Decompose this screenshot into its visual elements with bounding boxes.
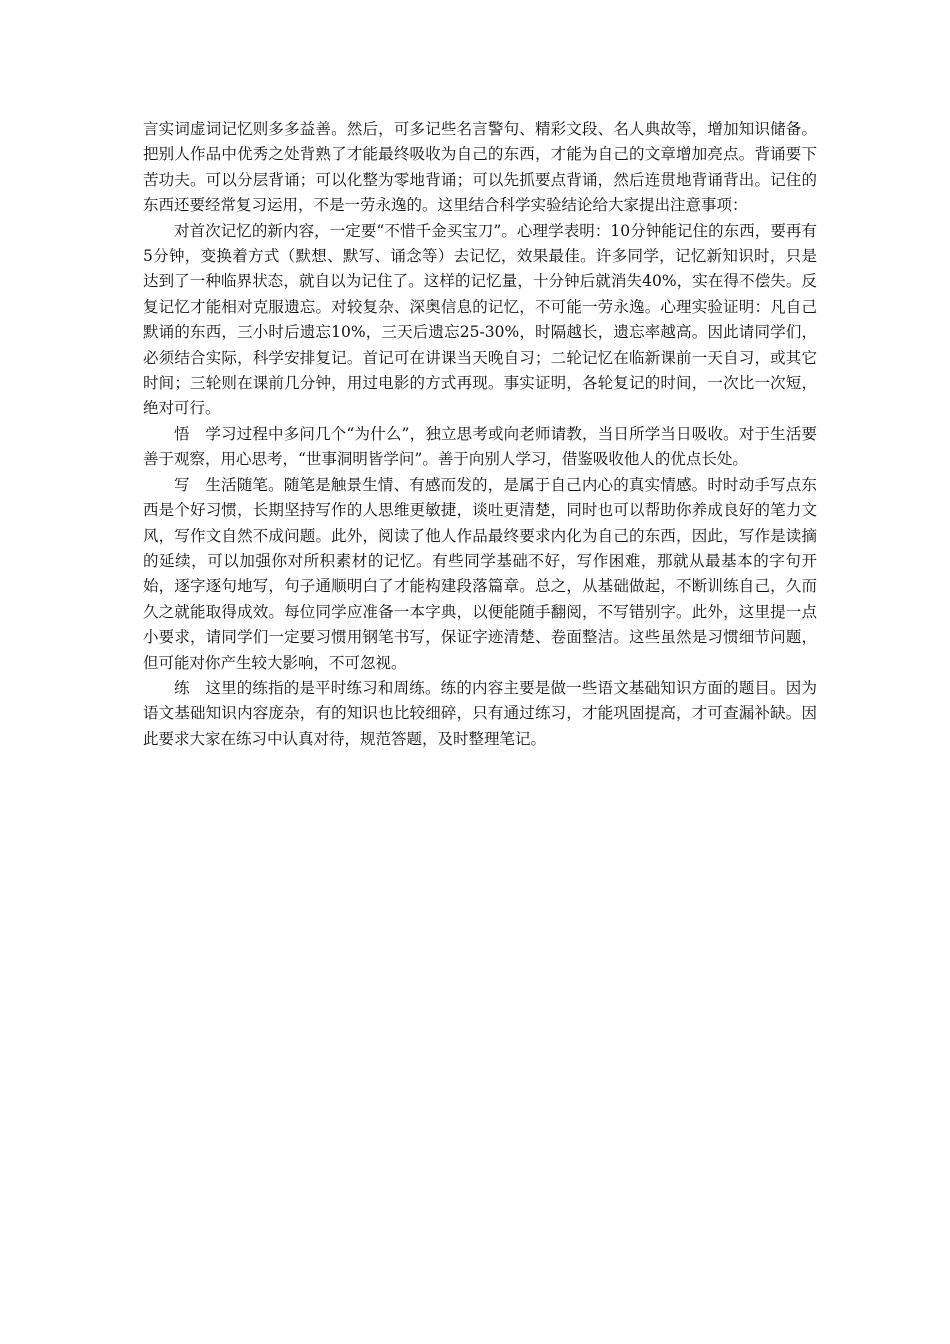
paragraph-wu: [143, 422, 817, 473]
paragraph-lian: [143, 676, 817, 752]
paragraph-memorize-continued: [143, 117, 817, 219]
document-body: [143, 117, 817, 752]
paragraph-text: 对首次记忆的新内容，一定要“不惜千金买宝刀”。心理学表明：10分钟能记住的东西，要再有5分钟，变换着方式（默想、默写、诵念等）去记忆，效果最佳。许多同学，记忆新知识时，只是达到了一种临界状态，就自以为记住了。这样的记忆量，十分钟后就消失40%，实在得不偿失。反复记忆才能相对克服遗忘。对较复杂、深奥信息的记忆，不可能一劳永逸。心理实验证明：凡自己默诵的东西，三小时后遗忘10%，三天后遗忘25-30%，时隔越长，遗忘率越高。因此请同学们，必须结合实际，科学安排复记。首记可在讲课当天晚自习；二轮记忆在临新课前一天自习，或其它时间；三轮则在课前几分钟，用过电影的方式再现。事实证明，各轮复记的时间，一次比一次短，绝对可行。: [143, 221, 817, 418]
paragraph-lead-char: 练: [174, 678, 190, 697]
paragraph-first-memory: [143, 219, 817, 422]
paragraph-lead-char: 写: [174, 475, 190, 494]
paragraph-text: 生活随笔。随笔是触景生情、有感而发的，是属于自己内心的真实情感。时时动手写点东西是个好习惯，长期坚持写作的人思维更敏捷，谈吐更清楚，同时也可以帮助你养成良好的笔力文风，写作文自然不成问题。此外，阅读了他人作品最终要求内化为自己的东西，因此，写作是读摘的延续，可以加强你对所积素材的记忆。有些同学基础不好，写作困难，那就从最基本的字句开始，逐字逐句地写，句子通顺明白了才能构建段落篇章。总之，从基础做起，不断训练自己，久而久之就能取得成效。每位同学应准备一本字典，以便能随手翻阅，不写错别字。此外，这里提一点小要求，请同学们一定要习惯用钢笔书写，保证字迹清楚、卷面整洁。这些虽然是习惯细节问题，但可能对你产生较大影响，不可忽视。: [143, 475, 817, 672]
paragraph-text: 这里的练指的是平时练习和周练。练的内容主要是做一些语文基础知识方面的题目。因为语文基础知识内容庞杂，有的知识也比较细碎，只有通过练习，才能巩固提高，才可查漏补缺。因此要求大家在练习中认真对待，规范答题，及时整理笔记。: [143, 678, 817, 748]
paragraph-lead-char: 悟: [174, 424, 190, 443]
paragraph-xie: [143, 473, 817, 676]
paragraph-text: 言实词虚词记忆则多多益善。然后，可多记些名言警句、精彩文段、名人典故等，增加知识储备。把别人作品中优秀之处背熟了才能最终吸收为自己的东西，才能为自己的文章增加亮点。背诵要下苦功夫。可以分层背诵；可以化整为零地背诵；可以先抓要点背诵，然后连贯地背诵背出。记住的东西还要经常复习运用，不是一劳永逸的。这里结合科学实验结论给大家提出注意事项：: [143, 120, 817, 215]
paragraph-text: 学习过程中多问几个“为什么”，独立思考或向老师请教，当日所学当日吸收。对于生活要善于观察，用心思考，“世事洞明皆学问”。善于向别人学习，借鉴吸收他人的优点长处。: [143, 424, 817, 469]
